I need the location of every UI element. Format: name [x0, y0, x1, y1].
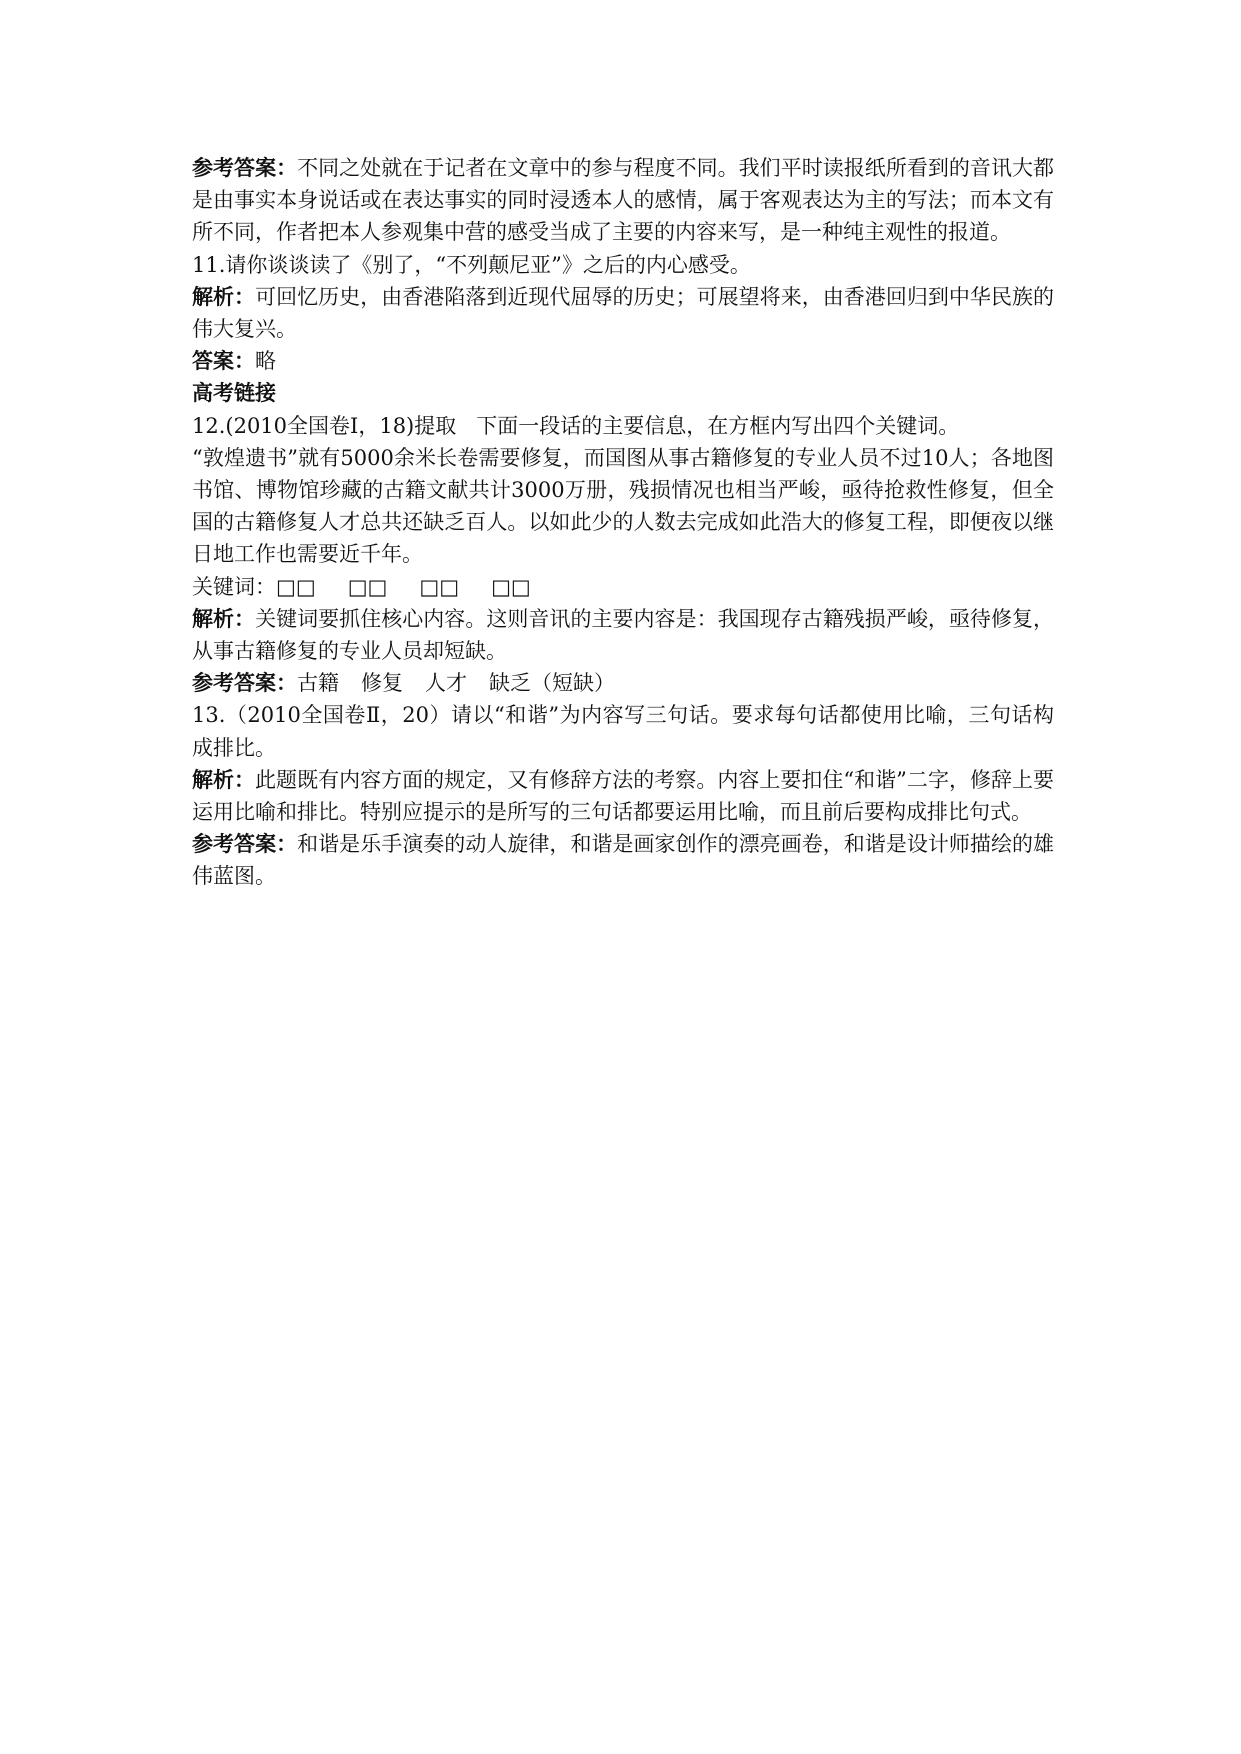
q10-answer-paragraph	[192, 152, 1054, 249]
analysis-text: 此题既有内容方面的规定，又有修辞方法的考察。内容上要扣住“和谐”二字，修辞上要运用比喻和排比。特别应提示的是所写的三句话都要运用比喻，而且前后要构成排比句式。	[192, 767, 1055, 825]
keyword-box[interactable]: □□	[491, 574, 531, 599]
keyword-box[interactable]: □□	[419, 574, 460, 599]
answer-item: 人才	[425, 671, 467, 696]
q12-answer-paragraph	[192, 667, 1054, 699]
answer-item: 缺乏（短缺）	[489, 671, 615, 696]
analysis-text: 关键词要抓住核心内容。这则音讯的主要内容是：我国现存古籍残损严峻，亟待修复，从事古籍修复的专业人员却短缺。	[192, 606, 1054, 664]
q12-analysis-paragraph	[192, 603, 1054, 667]
answer-text: 不同之处就在于记者在文章中的参与程度不同。我们平时读报纸所看到的音讯大都是由事实本身说话或在表达事实的同时浸透本人的感情，属于客观表达为主的写法；而本文有所不同，作者把本人参观集中营的感受当成了主要的内容来写，是一种纯主观性的报道。	[192, 156, 1054, 245]
question-13: 13.（2010全国卷Ⅱ，20）请以“和谐”为内容写三句话。要求每句话都使用比喻，三句话构成排比。	[192, 703, 1054, 760]
question-12-part-b: 下面一段话的主要信息，在方框内写出四个关键词。	[476, 413, 960, 438]
analysis-label: 解析：	[192, 767, 256, 792]
document-page	[192, 152, 1054, 893]
question-12	[192, 410, 1054, 442]
answer-text: 和谐是乐手演奏的动人旋律，和谐是画家创作的漂亮画卷，和谐是设计师描绘的雄伟蓝图。	[192, 832, 1054, 889]
answer-text: 略	[255, 349, 276, 374]
answer-label: 参考答案：	[192, 832, 298, 857]
keyword-box[interactable]: □□	[276, 574, 316, 599]
answer-item: 古籍	[297, 671, 339, 696]
section-heading: 高考链接	[192, 381, 276, 406]
question-12-part-a: 12.(2010全国卷Ⅰ，18)提取	[192, 413, 457, 438]
q13-analysis-paragraph	[192, 764, 1054, 828]
answer-label: 答案：	[192, 349, 255, 374]
answer-label: 参考答案：	[192, 156, 298, 180]
keywords-label: 关键词：	[192, 574, 276, 599]
keywords-line	[192, 571, 1054, 603]
keyword-box[interactable]: □□	[347, 574, 388, 599]
analysis-label: 解析：	[192, 284, 256, 309]
q12-passage: “敦煌遗书”就有5000余米长卷需要修复，而国图从事古籍修复的专业人员不过10人；各地图书馆、博物馆珍藏的古籍文献共计3000万册，残损情况也相当严峻，亟待抢救性修复，但全国的古籍修复人才总共还缺乏百人。以如此少的人数去完成如此浩大的修复工程，即便夜以继日地工作也需要近千年。	[192, 445, 1054, 567]
q11-answer-paragraph	[192, 345, 1054, 377]
q11-analysis-paragraph	[192, 281, 1054, 345]
analysis-text: 可回忆历史，由香港陷落到近现代屈辱的历史；可展望将来，由香港回归到中华民族的伟大复兴。	[192, 284, 1054, 342]
q13-answer-paragraph	[192, 828, 1054, 892]
answer-item: 修复	[361, 671, 403, 696]
answer-label: 参考答案：	[192, 671, 297, 696]
question-11: 11.请你谈谈读了《别了，“不列颠尼亚”》之后的内心感受。	[192, 252, 751, 277]
analysis-label: 解析：	[192, 606, 256, 631]
